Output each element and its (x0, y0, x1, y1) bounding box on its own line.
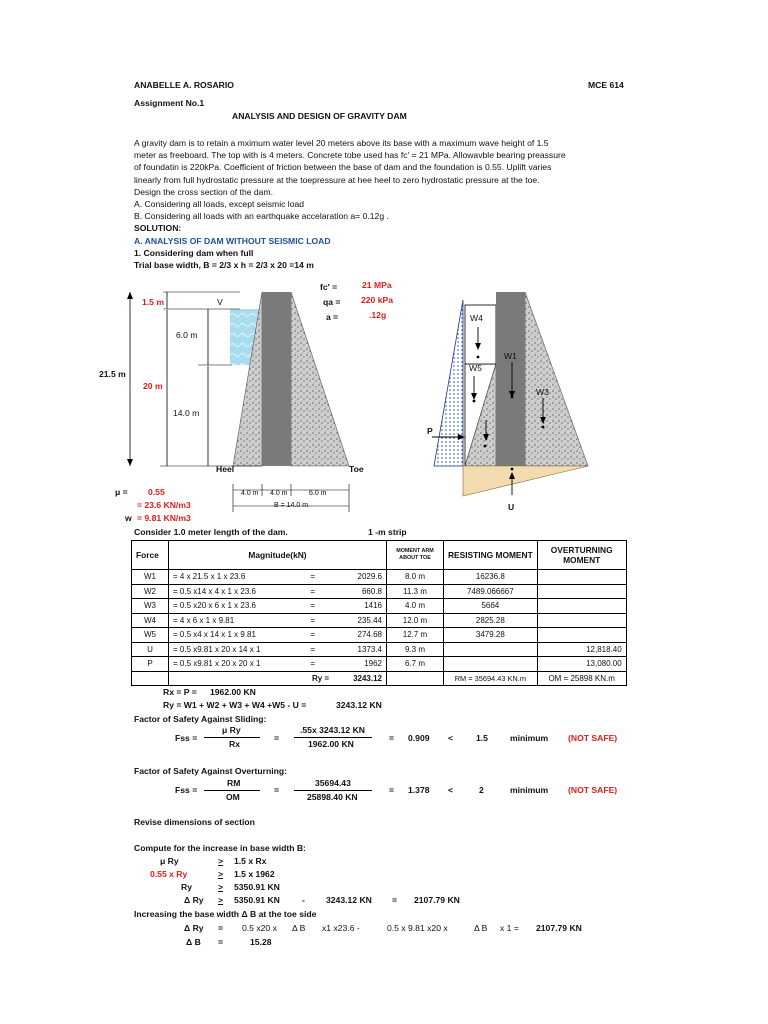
w5-label: W5 (469, 363, 482, 373)
col-overturning: OVERTURNING MOMENT (537, 541, 626, 570)
overturning-heading: Factor of Safety Against Overturning: (134, 766, 287, 776)
sliding-fss-label: Fss = (175, 733, 198, 743)
property-a-label: a = (326, 312, 339, 322)
u-label: U (508, 502, 515, 512)
course-code: MCE 614 (588, 80, 624, 90)
overturning-eq: = (274, 785, 280, 795)
dam-core-right (496, 292, 525, 466)
table-row: P = 0.5 x9.81 x 20 x 20 x 1 = 1962 6.7 m 13,080.00 (132, 657, 627, 672)
db-lhs: Δ B (186, 937, 201, 947)
trial-base-width: Trial base width, B = 2/3 x h = 2/3 x 20 =14 m (134, 260, 314, 271)
fraction-bar (294, 737, 372, 738)
uplift-triangle (463, 466, 588, 496)
problem-line: A gravity dam is to retain a mximum water level 20 meters above its base with a maximum wave height of 1.5 (134, 138, 549, 148)
heel-label: Heel (216, 464, 235, 474)
base-total-label: B = 14.0 m (274, 502, 309, 509)
sliding-denominator: Rx (229, 739, 240, 749)
sliding-eq2: = (389, 733, 395, 743)
ineq-rhs: 1.5 x Rx (234, 856, 267, 866)
problem-line: meter as freeboard. The top with is 4 meters. Concrete tobe used has fc' = 21 MPa. Allowavble bearing preassure (134, 150, 566, 161)
solution-label: SOLUTION: (134, 223, 182, 234)
overturning-lt: < (448, 785, 454, 795)
sliding-minimum: minimum (510, 733, 549, 743)
ineq-minus: - (302, 895, 305, 905)
overturning-eq2: = (389, 785, 395, 795)
ry-label: Ry = W1 + W2 + W3 + W4 +W5 - U = (163, 700, 307, 710)
step-1: 1. Considering dam when full (134, 247, 254, 258)
db-value: 15.28 (250, 937, 272, 947)
dry-term-4: 0.5 x 9.81 x20 x (387, 923, 448, 933)
sliding-numerator: μ Ry (222, 725, 241, 735)
dry-term-7: 2107.79 KN (536, 923, 582, 933)
sliding-numerator-value: .55x 3243.12 KN (300, 725, 365, 735)
overturning-fss-label: Fss = (175, 785, 198, 795)
fourteen-m-label: 14.0 m (173, 408, 200, 418)
problem-line: linearly from full hydrostatic pressure at the toepressure at hee heel to zero hydrostatic pressure at the toe. (134, 174, 540, 185)
ineq-op: > (218, 895, 224, 905)
mu-symbol: μ = (115, 487, 128, 497)
w3-label: W3 (536, 387, 549, 397)
fraction-bar (204, 737, 260, 738)
overturning-denominator: OM (226, 792, 240, 802)
v-label: V (217, 297, 223, 307)
sliding-status-badge: (NOT SAFE) (568, 733, 618, 743)
table-row: W1 = 4 x 21.5 x 1 x 23.6 = 2029.6 8.0 m 16236.8 (132, 570, 627, 585)
toe-section-right (525, 292, 588, 466)
rx-value: 1962.00 KN (210, 687, 256, 697)
property-a-value: .12g (369, 310, 387, 320)
section-a-heading: A. ANALYSIS OF DAM WITHOUT SEISMIC LOAD (134, 235, 331, 246)
sliding-min-value: 1.5 (476, 733, 488, 743)
overturning-result: 1.378 (408, 785, 430, 795)
ineq-op: > (218, 882, 224, 892)
dry-term-1: 0.5 x20 x (242, 923, 277, 933)
sliding-eq: = (274, 733, 280, 743)
col-magnitude: Magnitude(kN) (169, 541, 387, 570)
consider-strip: Consider 1.0 meter length of the dam. (134, 527, 288, 537)
sliding-lt: < (448, 733, 454, 743)
ineq-result: 2107.79 KN (414, 895, 460, 905)
mu-value: 0.55 (148, 487, 165, 497)
force-moment-table (131, 540, 627, 686)
increase-heading: Increasing the base width Δ B at the toe side (134, 909, 317, 919)
base-dim-3: 6.0 m (309, 490, 327, 497)
table-row: W2 = 0.5 x14 x 4 x 1 x 23.6 = 660.8 11.3 m 7489.066667 (132, 584, 627, 599)
base-dim-1: 4.0 m (241, 490, 259, 497)
author-name: ANABELLE A. ROSARIO (134, 80, 234, 90)
ry-value: 3243.12 KN (336, 700, 382, 710)
ineq-rhs: 5350.91 KN (234, 895, 280, 905)
strip-label: 1 -m strip (368, 527, 407, 537)
dry-term-5: Δ B (474, 923, 488, 933)
six-m-label: 6.0 m (176, 330, 198, 340)
freeboard-label: 1.5 m (142, 297, 164, 307)
assignment-label: Assignment No.1 (134, 98, 205, 108)
ineq-ry-value: 3243.12 KN (326, 895, 372, 905)
table-row: W4 = 4 x 6 x 1 x 9.81 = 235.44 12.0 m 2825.28 (132, 613, 627, 628)
sliding-result: 0.909 (408, 733, 430, 743)
table-row: U = 0.5 x9.81 x 20 x 14 x 1 = 1373.4 9.3 m 12,818.40 (132, 642, 627, 657)
toe-section (291, 292, 349, 466)
dry-term-6: x 1 = (500, 923, 519, 933)
table-total-row: Ry = 3243.12 RM = 35694.43 KN.m OM = 25898 KN.m (132, 671, 627, 686)
property-fc-value: 21 MPa (362, 280, 392, 290)
total-height-label: 21.5 m (99, 369, 126, 379)
dam-core (262, 292, 291, 466)
ineq-op: > (218, 869, 224, 879)
overturning-numerator-value: 35694.43 (315, 778, 351, 788)
problem-line: of foundatin is 220kPa. Coefficient of friction between the base of dam and the foundation is 0.55. Uplift varies (134, 162, 552, 173)
ineq-lhs: Δ Ry (184, 895, 204, 905)
ineq-rhs: 5350.91 KN (234, 882, 280, 892)
case-a: A. Considering all loads, except seismic load (134, 199, 305, 210)
overturning-minimum: minimum (510, 785, 549, 795)
fraction-bar (204, 790, 260, 791)
ineq-lhs: Ry (181, 882, 192, 892)
water-unit-weight: = 9.81 KN/m3 (137, 513, 191, 523)
document-title: ANALYSIS AND DESIGN OF GRAVITY DAM (232, 111, 407, 121)
ineq-op: > (218, 856, 224, 866)
overturning-numerator: RM (227, 778, 241, 788)
col-force: Force (132, 541, 169, 570)
w-symbol: w (125, 513, 132, 523)
water-pressure-triangle (434, 300, 463, 466)
water-depth-label: 20 m (143, 381, 163, 391)
w1-label: W1 (504, 351, 517, 361)
ineq-lhs: μ Ry (160, 856, 179, 866)
db-eq: = (218, 937, 224, 947)
ineq-rhs: 1.5 x 1962 (234, 869, 275, 879)
property-fc-label: fc' = (320, 282, 338, 292)
property-qa-value: 220 kPa (361, 295, 394, 305)
p-label: P (427, 426, 433, 436)
dry-lhs: Δ Ry (184, 923, 204, 933)
dry-term-3: x1 x23.6 - (322, 923, 360, 933)
table-row: W5 = 0.5 x4 x 14 x 1 x 9.81 = 274.68 12.7 m 3479.28 (132, 628, 627, 643)
fraction-bar (294, 790, 372, 791)
rx-label: Rx = P = (163, 687, 197, 697)
overturning-status-badge: (NOT SAFE) (568, 785, 618, 795)
col-moment-arm: MOMENT ARM ABOUT TOE (387, 541, 444, 570)
overturning-min-value: 2 (479, 785, 484, 795)
ineq-eq: = (392, 895, 398, 905)
overturning-denominator-value: 25898.40 KN (307, 792, 358, 802)
sliding-denominator-value: 1962.00 KN (308, 739, 354, 749)
revise-label: Revise dimensions of section (134, 817, 255, 827)
toe-label: Toe (349, 464, 364, 474)
sliding-heading: Factor of Safety Against Sliding: (134, 714, 267, 724)
dry-term-2: Δ B (292, 923, 306, 933)
concrete-unit-weight: = 23.6 KN/m3 (137, 500, 191, 510)
w4-label: W4 (470, 313, 483, 323)
compute-heading: Compute for the increase in base width B: (134, 843, 306, 853)
case-b: B. Considering all loads with an earthquake accelaration a= 0.12g . (134, 211, 389, 222)
base-dim-2: 4.0 m (270, 490, 288, 497)
problem-line: Design the cross section of the dam. (134, 186, 274, 197)
dry-eq: = (218, 923, 224, 933)
table-row: W3 = 0.5 x20 x 6 x 1 x 23.6 = 1416 4.0 m 5664 (132, 599, 627, 614)
ineq-lhs: 0.55 x Ry (150, 869, 188, 879)
property-qa-label: qa = (323, 297, 341, 307)
col-resisting: RESISTING MOMENT (444, 541, 538, 570)
